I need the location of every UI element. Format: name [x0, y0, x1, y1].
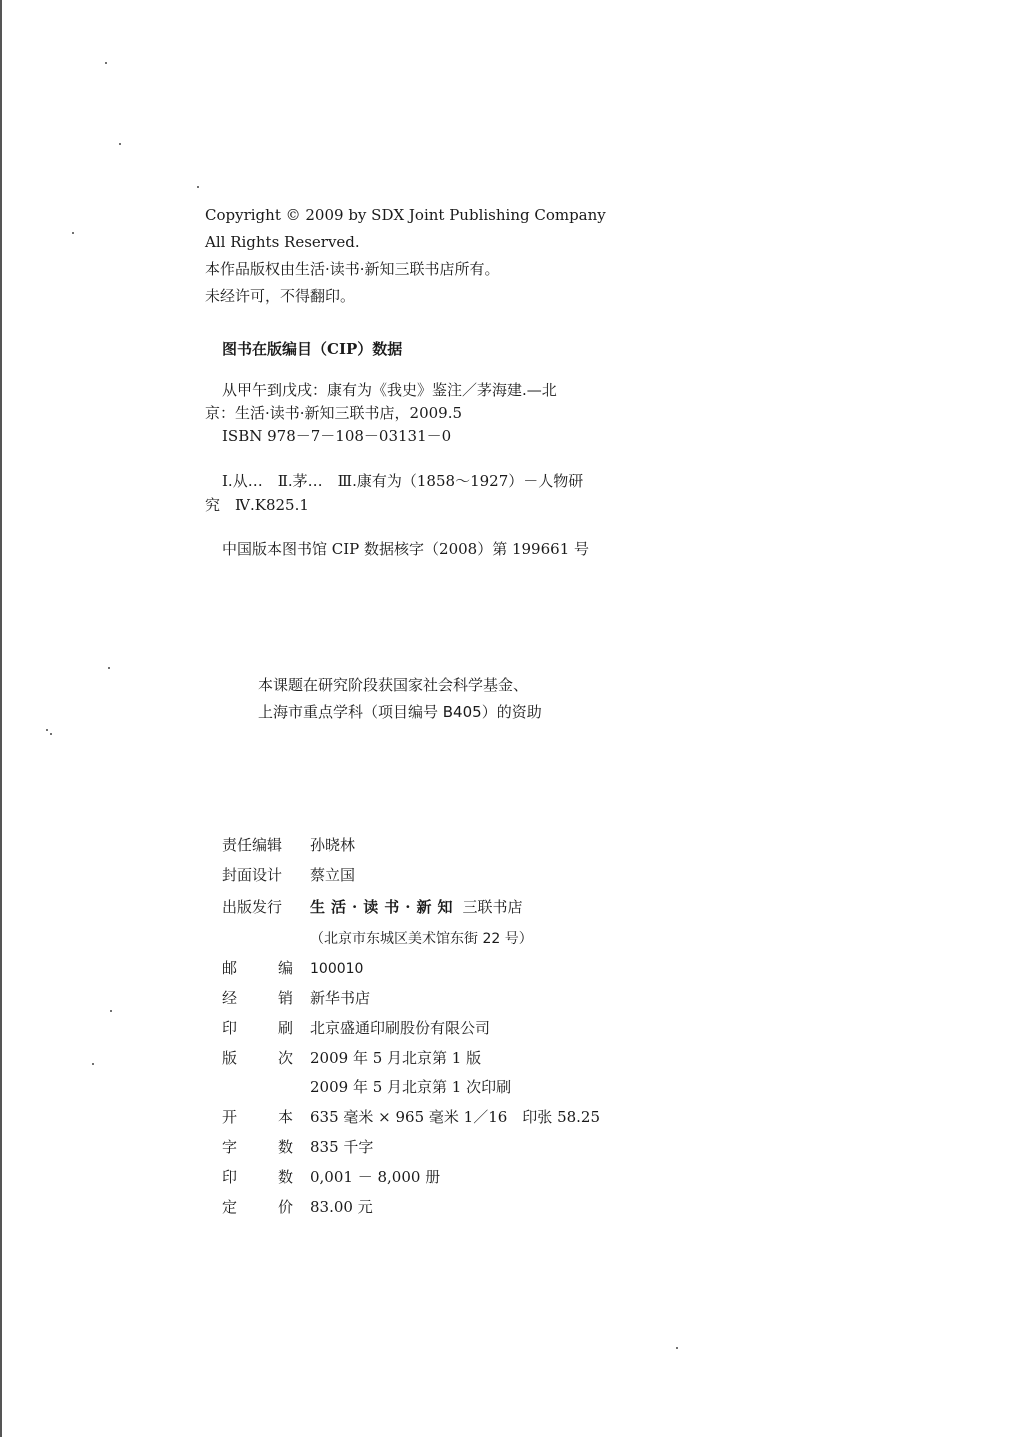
scan-speck — [197, 186, 199, 188]
imprint-row-wordcount — [222, 1138, 373, 1156]
imprint-row-printer — [222, 1019, 490, 1037]
imprint-printing: 2009 年 5 月北京第 1 次印刷 — [310, 1078, 512, 1096]
copyright-line: Copyright © 2009 by SDX Joint Publishing Company — [205, 206, 606, 224]
imprint-label-b: 数 — [278, 1168, 294, 1186]
imprint-label-b: 销 — [278, 989, 294, 1007]
cip-record-number: 中国版本图书馆 CIP 数据核字（2008）第 199661 号 — [222, 540, 590, 558]
imprint-value: 835 千字 — [310, 1138, 374, 1156]
imprint-value: 孙晓林 — [310, 836, 356, 854]
imprint-label-a: 版 — [222, 1049, 238, 1067]
no-reproduction-notice: 未经许可，不得翻印。 — [205, 287, 356, 305]
scan-speck — [108, 667, 110, 669]
scan-speck — [46, 729, 48, 731]
scan-speck — [119, 143, 121, 145]
imprint-label-a: 字 — [222, 1138, 238, 1156]
imprint-value: 100010 — [310, 961, 364, 977]
imprint-value: 635 毫米 × 965 毫米 1／16 印张 58.25 — [310, 1108, 601, 1126]
imprint-value: 83.00 元 — [310, 1198, 373, 1216]
scan-speck — [105, 62, 107, 64]
imprint-label-a: 开 — [222, 1108, 238, 1126]
rights-reserved: All Rights Reserved. — [205, 233, 360, 251]
page-edge — [0, 0, 2, 1437]
funding-line-2: 上海市重点学科（项目编号 B405）的资助 — [258, 703, 542, 721]
imprint-row-printrun — [222, 1168, 440, 1186]
imprint-label-b: 本 — [278, 1108, 294, 1126]
copyright-notice-zh: 本作品版权由生活·读书·新知三联书店所有。 — [205, 260, 500, 278]
imprint-label-a: 邮 — [222, 959, 238, 977]
cip-heading: 图书在版编目（CIP）数据 — [222, 340, 403, 358]
publisher-logo-text: 生活·读书·新知 — [310, 898, 459, 916]
imprint-row-distributor — [222, 989, 370, 1007]
imprint-label-a: 经 — [222, 989, 238, 1007]
imprint-row-price — [222, 1198, 373, 1216]
publisher-address: （北京市东城区美术馆东街 22 号） — [310, 931, 533, 947]
imprint-value: 2009 年 5 月北京第 1 版 — [310, 1049, 482, 1067]
imprint-row-edition — [222, 1049, 481, 1067]
imprint-value: 北京盛通印刷股份有限公司 — [310, 1019, 491, 1037]
imprint-value: 蔡立国 — [310, 866, 356, 884]
imprint-label-b: 价 — [278, 1198, 294, 1216]
scan-speck — [676, 1347, 678, 1349]
imprint-label: 封面设计 — [222, 866, 283, 884]
cip-isbn: ISBN 978－7－108－03131－0 — [222, 427, 452, 445]
imprint-label-a: 定 — [222, 1198, 238, 1216]
imprint-label: 出版发行 — [222, 898, 283, 916]
scan-speck — [92, 1063, 94, 1065]
scan-speck — [72, 232, 74, 234]
cip-subjects-line: Ⅰ.从… Ⅱ.茅… Ⅲ.康有为（1858～1927）－人物研 — [222, 472, 584, 490]
imprint-row-cover — [222, 866, 355, 884]
cip-title-line: 从甲午到戊戌：康有为《我史》鉴注／茅海建.—北 — [222, 381, 557, 399]
imprint-value: 三联书店 — [462, 898, 523, 916]
imprint-value: 新华书店 — [310, 989, 371, 1007]
imprint-label: 责任编辑 — [222, 836, 283, 854]
imprint-row-format — [222, 1108, 600, 1126]
imprint-label-b: 编 — [278, 959, 294, 977]
imprint-row-publisher — [222, 898, 522, 916]
funding-line-1: 本课题在研究阶段获国家社会科学基金、 — [258, 676, 529, 694]
scan-speck — [50, 733, 52, 735]
imprint-value: 0,001 － 8,000 册 — [310, 1168, 441, 1186]
imprint-label-a: 印 — [222, 1168, 238, 1186]
cip-publisher-line: 京：生活·读书·新知三联书店，2009.5 — [205, 404, 463, 422]
scan-speck — [110, 1010, 112, 1012]
imprint-label-b: 刷 — [278, 1019, 294, 1037]
imprint-label-a: 印 — [222, 1019, 238, 1037]
imprint-row-postcode — [222, 959, 363, 978]
imprint-row-editor — [222, 836, 355, 854]
cip-class-line: 究 Ⅳ.K825.1 — [205, 496, 309, 514]
imprint-label-b: 次 — [278, 1049, 294, 1067]
imprint-label-b: 数 — [278, 1138, 294, 1156]
